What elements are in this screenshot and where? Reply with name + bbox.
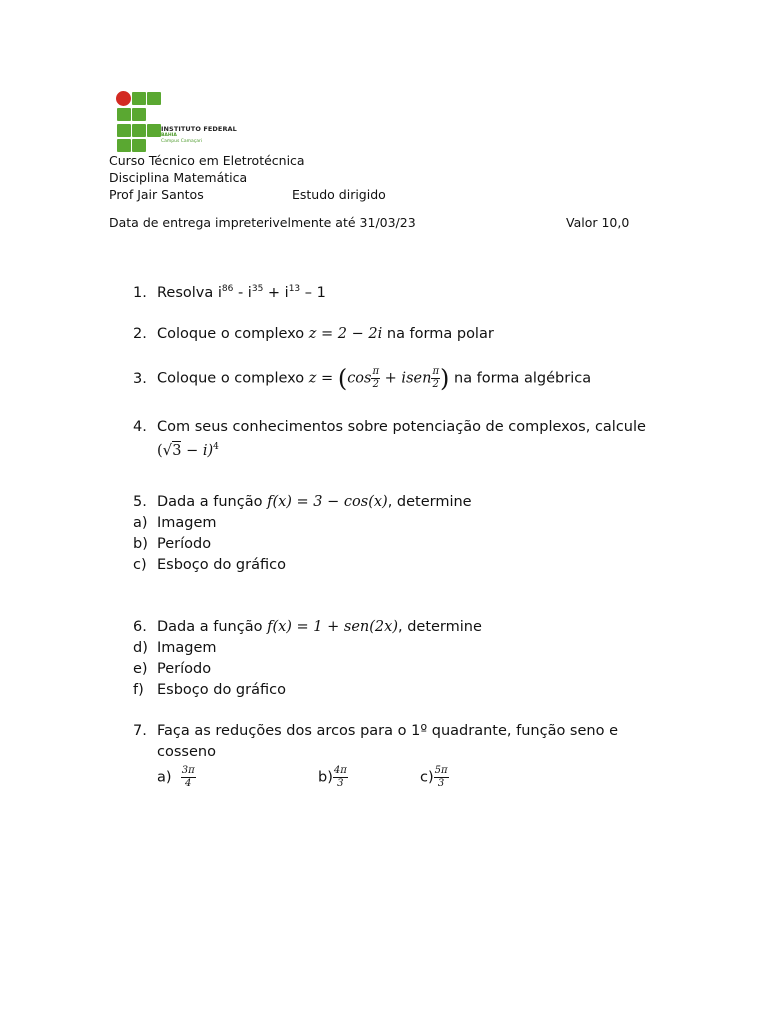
list-item: b) Período xyxy=(133,536,212,552)
logo-text-state: BAHIA xyxy=(161,133,177,138)
list-item: a) Imagem xyxy=(133,515,217,531)
question-7-continued: cosseno xyxy=(157,744,216,760)
arc-item-a: a) $\frac{3\pi}{4}$ xyxy=(157,765,195,789)
question-number: 3. xyxy=(133,370,147,387)
question-3: 3. Coloque o complexo z = (cos $\frac{\pi}{2}$ + isen $\frac{\pi}{2}$ ) na forma algébrica xyxy=(133,364,592,393)
list-item: d) Imagem xyxy=(133,640,217,656)
arc-item-c: c) $\frac{5\pi}{3}$ xyxy=(420,765,448,789)
question-number: 7. xyxy=(133,723,147,739)
institute-logo xyxy=(114,90,237,152)
question-number: 6. xyxy=(133,619,147,635)
course-name: Curso Técnico em Eletrotécnica xyxy=(109,153,305,168)
question-number: 1. xyxy=(133,285,147,301)
activity-title: Estudo dirigido xyxy=(292,187,386,202)
question-2: 2. Coloque o complexo z = 2 − 2i na forma polar xyxy=(133,326,494,342)
arc-item-b: b) $\frac{4\pi}{3}$ xyxy=(318,765,347,789)
question-5: 5. Dada a função f(x) = 3 − cos(x), determine xyxy=(133,494,472,510)
deadline-text: Data de entrega impreterivelmente até 31/03/23 xyxy=(109,215,416,230)
list-item: f) Esboço do gráfico xyxy=(133,682,286,698)
value-text: Valor 10,0 xyxy=(566,215,630,230)
question-number: 2. xyxy=(133,326,147,342)
math-expression: z = 2 − 2i xyxy=(308,326,383,342)
math-expression: f(x) = 1 + sen(2x) xyxy=(267,619,398,635)
math-expression: f(x) = 3 − cos(x) xyxy=(267,494,388,510)
question-1: 1. Resolva $i^{86} - i^{35} + i^{13} - 1$ xyxy=(133,284,326,301)
question-6: 6. Dada a função f(x) = 1 + sen(2x), determine xyxy=(133,619,482,635)
logo-red-dot xyxy=(116,91,131,106)
logo-text-institute: INSTITUTO FEDERAL xyxy=(161,125,237,133)
logo-text-campus: Campus Camaçari xyxy=(161,139,203,144)
question-4-expression: $(√3 - i)^4$ xyxy=(157,441,219,459)
question-4: 4. Com seus conhecimentos sobre potenciação de complexos, calcule xyxy=(133,419,646,435)
list-item: e) Período xyxy=(133,661,212,677)
discipline-name: Disciplina Matemática xyxy=(109,170,248,185)
question-number: 4. xyxy=(133,419,147,435)
question-7: 7. Faça as reduções dos arcos para o 1º quadrante, função seno e xyxy=(133,723,618,739)
question-number: 5. xyxy=(133,494,147,510)
professor-name: Prof Jair Santos xyxy=(109,187,204,202)
list-item: c) Esboço do gráfico xyxy=(133,557,286,573)
